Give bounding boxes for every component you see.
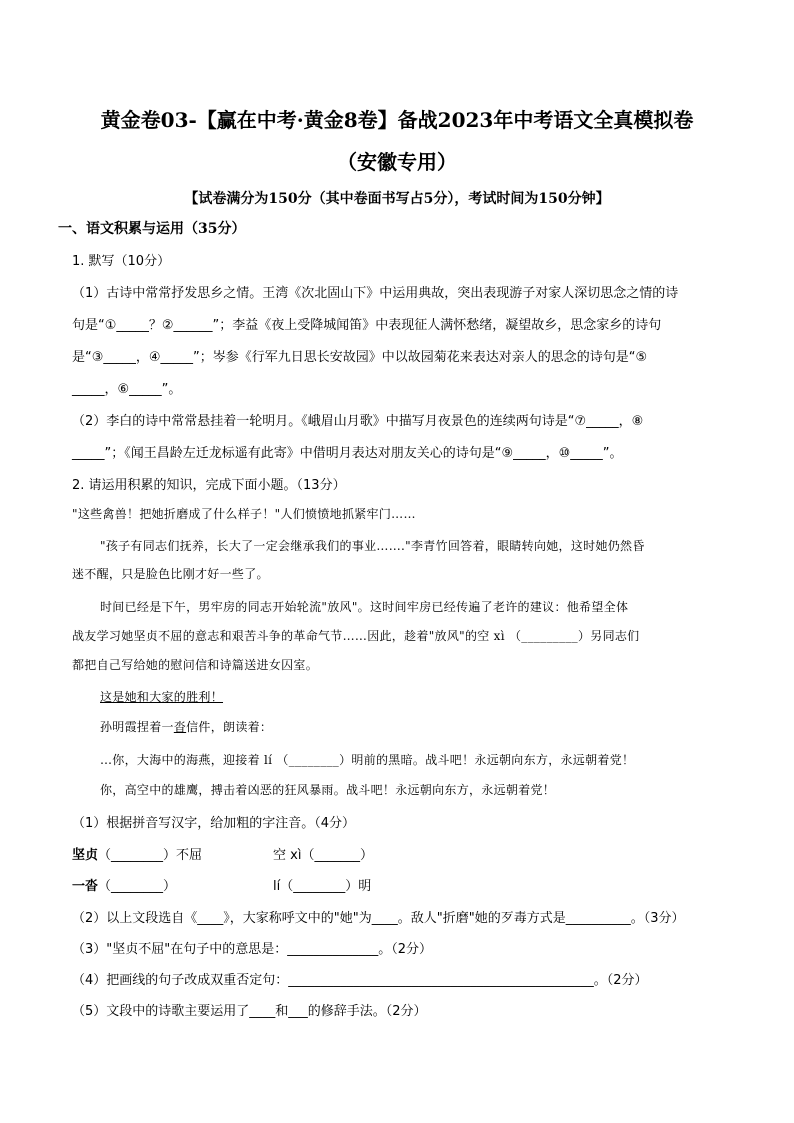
pinyin-item [72,844,272,863]
passage-line [100,718,760,735]
passage-text: 信件，朗读着： [186,720,273,734]
marked-character: 沓 [173,720,187,734]
passage-line: 迷不醒，只是脸色比刚才好一些了。 [72,567,269,581]
bold-character: 贞 [85,848,99,863]
section-heading: 一、语文积累与运用（35分） [58,221,246,237]
passage-line: …你，大海中的海燕，迎接着 lí （________）明前的黑暗。战斗吧！永远朝向东方，永远朝着党！ [100,753,635,767]
exam-info: 【试卷满分为150分（其中卷面书写占5分），考试时间为150分钟】 [184,191,610,207]
pinyin-item: 空 xì（_______） [273,848,373,863]
q1-p1-line3: 是“③_____，④_____”；岑参《行军九日思长安故园》中以故园菊花来表达对亲人的思念的诗句是“⑤ [72,350,648,365]
exam-subtitle: （安徽专用） [337,150,457,174]
q1-p2-line2: _____”；《闻王昌龄左迁龙标遥有此寄》中借明月表达对朋友关心的诗句是“⑨_____，⑩_____”。 [72,446,623,461]
sub-question-1-heading: （1）根据拼音写汉字，给加粗的字注音。（4分） [72,816,356,831]
sub-question-4: （4）把画线的句子改成双重否定句：_______________________________________________。（2分） [72,973,648,988]
item-text: （________）不屈 [98,848,203,863]
q1-p1-line1: （1）古诗中常常抒发思乡之情。王湾《次北固山下》中运用典故，突出表现游子对家人深切思念之情的诗 [72,286,679,301]
q1-p1-line4: _____，⑥_____”。 [72,382,182,397]
passage-line: "这些禽兽！把她折磨成了什么样子！"人们愤愤地抓紧牢门…… [72,507,416,521]
passage-line: 你，高空中的雄鹰，搏击着凶恶的狂风暴雨。战斗吧！永远朝向东方，永远朝着党！ [100,783,556,797]
passage-line: 都把自己写给她的慰问信和诗篇送进女囚室。 [72,658,319,672]
underlined-sentence: 这是她和大家的胜利！ [100,690,224,704]
question-1-heading: 1. 默写（10分） [72,254,171,269]
pinyin-item: lí（________）明 [273,879,372,894]
passage-line: "孩子有同志们抚养，长大了一定会继承我们的事业……."李青竹回答着，眼睛转向她，这时她仍然昏 [100,539,645,553]
item-text: 一 [72,879,86,894]
item-text: 坚 [72,848,86,863]
sub-question-3: （3）"坚贞不屈"在句子中的意思是：______________。（2分） [72,942,433,957]
q1-p1-line2: 句是“①_____？②______”；李益《夜上受降城闻笛》中表现征人满怀愁绪，凝望故乡，思念家乡的诗句 [72,318,662,333]
passage-text: 孙明霞捏着一 [100,720,174,734]
q1-p2-line1: （2）李白的诗中常常悬挂着一轮明月。《峨眉山月歌》中描写月夜景色的连续两句诗是“⑦_____，⑧ [72,414,644,429]
question-2-heading: 2. 请运用积累的知识，完成下面小题。（13分） [72,478,346,493]
exam-title: 黄金卷03-【赢在中考·黄金8卷】备战2023年中考语文全真模拟卷 [100,108,694,132]
sub-question-5: （5）文段中的诗歌主要运用了____和___的修辞手法。（2分） [72,1004,427,1019]
item-text: （________） [98,879,177,894]
bold-character: 沓 [85,879,99,894]
passage-line: 时间已经是下午，男牢房的同志开始轮流"放风"。这时间牢房已经传遍了老许的建议：他希望全体 [100,600,629,614]
pinyin-item [72,875,272,894]
sub-question-2: （2）以上文段选自《____》，大家称呼文中的"她"为____。敌人"折磨"她的歹毒方式是__________。（3分） [72,911,685,926]
passage-line: 战友学习她坚贞不屈的意志和艰苦斗争的革命气节……因此，趁着"放风"的空 xì （_________）另同志们 [72,629,640,643]
